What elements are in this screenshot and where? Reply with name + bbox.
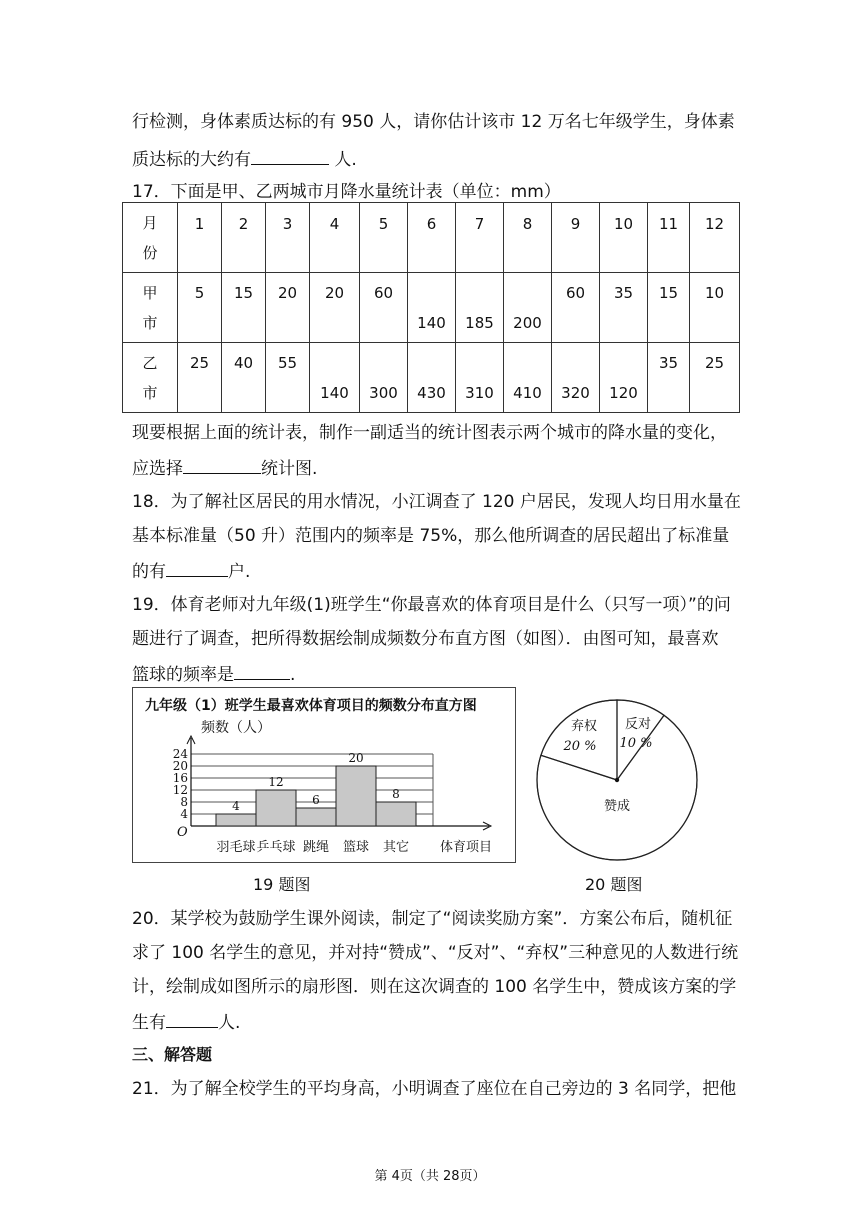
- text-line-17b: [132, 455, 317, 481]
- section-heading-3: 三、解答题: [132, 1045, 213, 1064]
- question-20-line-1: 20．某学校为鼓励学生课外阅读，制定了“阅读奖励方案”．方案公布后，随机征: [132, 909, 733, 929]
- histogram-bar-label-4: 8: [392, 787, 400, 801]
- pie-label-0: 弃权: [570, 719, 598, 734]
- month-header-12: 12: [690, 203, 740, 273]
- cell-1-1: [222, 343, 266, 413]
- text-line-17b-a: 应选择: [132, 459, 183, 479]
- pie-value-1: 10 %: [619, 736, 653, 751]
- histogram-bar-label-0: 4: [232, 799, 240, 813]
- month-header-5: 5: [360, 203, 408, 273]
- histogram-bar-4: [376, 802, 416, 826]
- cell-1-4-bottom: 300: [369, 383, 398, 402]
- question-20-line-3: 计，绘制成如图所示的扇形图．则在这次调查的 100 名学生中，赞成该方案的学: [132, 977, 737, 997]
- cell-0-10: [648, 273, 690, 343]
- question-19-line-2: 题进行了调查，把所得数据绘制成频数分布直方图（如图）．由图可知，最喜欢: [132, 629, 719, 649]
- month-header-2: 2: [222, 203, 266, 273]
- row-label-1-bottom: 市: [142, 383, 158, 402]
- histogram-origin: O: [177, 825, 188, 840]
- cell-0-2-top: 20: [277, 283, 298, 302]
- question-18-line-2: 基本标准量（50 升）范围内的频率是 75%，那么他所调查的居民超出了标准量: [132, 526, 730, 546]
- answer-blank-16: [251, 146, 329, 165]
- caption-19: 19 题图: [253, 875, 311, 894]
- cell-1-0-top: 25: [189, 353, 210, 372]
- histogram-ytick-8: 8: [180, 795, 188, 809]
- cell-0-3-top: 20: [324, 283, 345, 302]
- cell-0-9: [600, 273, 648, 343]
- cell-0-3: [310, 273, 360, 343]
- histogram-ytick-16: 16: [172, 771, 188, 785]
- cell-1-2: [266, 343, 310, 413]
- pie-center: [615, 778, 619, 782]
- text-line-2: [132, 146, 357, 172]
- q19-a: 篮球的频率是: [132, 665, 234, 685]
- cell-1-4: [360, 343, 408, 413]
- cell-1-10: [648, 343, 690, 413]
- cell-0-5-bottom: 140: [417, 313, 446, 332]
- q20-b: 人.: [218, 1013, 241, 1033]
- histogram-category-4: 其它: [382, 840, 410, 855]
- text-line-2-b: 人.: [329, 150, 357, 170]
- q18-a: 的有: [132, 562, 166, 582]
- cell-1-6-bottom: 310: [465, 383, 494, 402]
- question-17: 17．下面是甲、乙两城市月降水量统计表（单位：mm）: [132, 182, 561, 202]
- cell-1-11-top: 25: [704, 353, 725, 372]
- histogram-chart: [133, 688, 515, 862]
- cell-0-5: [408, 273, 456, 343]
- cell-1-9-bottom: 120: [609, 383, 638, 402]
- histogram-ytick-12: 12: [172, 783, 188, 797]
- cell-1-8-bottom: 320: [561, 383, 590, 402]
- histogram-ytick-24: 24: [172, 747, 188, 761]
- header-label-cell-top: 月: [142, 213, 158, 232]
- table-header-row: [123, 203, 740, 273]
- histogram-bar-3: [336, 766, 376, 826]
- month-header-7: 7: [456, 203, 504, 273]
- question-19-line-3: [132, 661, 295, 687]
- histogram-category-1: 乒乓球: [256, 840, 296, 855]
- answer-blank-18: [166, 558, 228, 577]
- cell-0-1: [222, 273, 266, 343]
- month-header-10: 10: [600, 203, 648, 273]
- histogram-bar-0: [216, 814, 256, 826]
- cell-0-0: [178, 273, 222, 343]
- cell-0-11: [690, 273, 740, 343]
- histogram-figure: [132, 687, 516, 863]
- cell-1-9: [600, 343, 648, 413]
- cell-1-7-bottom: 410: [513, 383, 542, 402]
- histogram-bar-label-1: 12: [268, 775, 284, 789]
- histogram-bar-label-2: 6: [312, 793, 320, 807]
- cell-0-11-top: 10: [704, 283, 725, 302]
- cell-1-6: [456, 343, 504, 413]
- row-label-0-bottom: 市: [142, 313, 158, 332]
- cell-0-0-top: 5: [194, 283, 205, 302]
- histogram-title: 九年级（1）班学生最喜欢体育项目的频数分布直方图: [145, 698, 477, 714]
- month-header-3: 3: [266, 203, 310, 273]
- cell-1-0: [178, 343, 222, 413]
- cell-1-3-bottom: 140: [320, 383, 349, 402]
- row-label-0: [123, 273, 178, 343]
- cell-1-8: [552, 343, 600, 413]
- answer-blank-20: [166, 1009, 218, 1028]
- pie-label-2: 赞成: [603, 799, 631, 814]
- month-header-9: 9: [552, 203, 600, 273]
- question-20-line-4: [132, 1009, 240, 1035]
- histogram-ytick-20: 20: [172, 759, 188, 773]
- table-row-jia: [123, 273, 740, 343]
- page-footer: 第 4页（共 28页）: [374, 1169, 486, 1184]
- q18-b: 户.: [228, 562, 251, 582]
- text-line-17b-b: 统计图.: [261, 459, 318, 479]
- cell-0-7-bottom: 200: [513, 313, 542, 332]
- row-label-1: [123, 343, 178, 413]
- cell-1-2-top: 55: [277, 353, 298, 372]
- question-18-line-1: 18．为了解社区居民的用水情况，小江调查了 120 户居民，发现人均日用水量在: [132, 492, 741, 512]
- answer-blank-19: [234, 661, 290, 680]
- pie-value-0: 20 %: [563, 739, 597, 754]
- header-label-cell-bottom: 份: [142, 243, 158, 262]
- cell-0-6: [456, 273, 504, 343]
- pie-chart: [534, 692, 704, 862]
- cell-0-4-top: 60: [373, 283, 394, 302]
- cell-1-11: [690, 343, 740, 413]
- answer-blank-17: [183, 455, 261, 474]
- cell-0-2: [266, 273, 310, 343]
- histogram-category-3: 篮球: [342, 840, 370, 855]
- pie-figure: [534, 692, 704, 866]
- cell-1-10-top: 35: [658, 353, 679, 372]
- cell-1-3: [310, 343, 360, 413]
- header-label-cell: [123, 203, 178, 273]
- text-line-17a: 现要根据上面的统计表，制作一副适当的统计图表示两个城市的降水量的变化，: [132, 423, 727, 443]
- text-line-1: 行检测，身体素质达标的有 950 人，请你估计该市 12 万名七年级学生，身体素: [132, 112, 735, 132]
- table-row-yi: [123, 343, 740, 413]
- row-label-0-top: 甲: [142, 283, 158, 302]
- caption-20: 20 题图: [585, 875, 643, 894]
- histogram-ytick-4: 4: [180, 807, 188, 821]
- cell-1-1-top: 40: [233, 353, 254, 372]
- cell-1-7: [504, 343, 552, 413]
- histogram-ylabel: 频数（人）: [201, 720, 271, 736]
- cell-0-10-top: 15: [658, 283, 679, 302]
- histogram-bar-label-3: 20: [348, 751, 364, 765]
- text-line-2-a: 质达标的大约有: [132, 150, 251, 170]
- month-header-6: 6: [408, 203, 456, 273]
- q20-a: 生有: [132, 1013, 166, 1033]
- cell-0-8: [552, 273, 600, 343]
- histogram-xlabel: 体育项目: [439, 840, 493, 855]
- question-20-line-2: 求了 100 名学生的意见，并对持“赞成”、“反对”、“弃权”三种意见的人数进行统: [132, 943, 739, 963]
- histogram-bar-2: [296, 808, 336, 826]
- question-19-line-1: 19．体育老师对九年级(1)班学生“你最喜欢的体育项目是什么（只写一项）”的问: [132, 595, 731, 615]
- rainfall-table: [122, 202, 740, 413]
- histogram-bar-1: [256, 790, 296, 826]
- question-21: 21．为了解全校学生的平均身高，小明调查了座位在自己旁边的 3 名同学，把他: [132, 1079, 737, 1099]
- cell-1-5: [408, 343, 456, 413]
- cell-1-5-bottom: 430: [417, 383, 446, 402]
- row-label-1-top: 乙: [142, 353, 158, 372]
- q19-b: .: [290, 665, 296, 685]
- cell-0-1-top: 15: [233, 283, 254, 302]
- month-header-11: 11: [648, 203, 690, 273]
- cell-0-7: [504, 273, 552, 343]
- histogram-category-0: 羽毛球: [216, 840, 256, 855]
- cell-0-6-bottom: 185: [465, 313, 494, 332]
- month-header-4: 4: [310, 203, 360, 273]
- month-header-8: 8: [504, 203, 552, 273]
- question-18-line-3: [132, 558, 250, 584]
- month-header-1: 1: [178, 203, 222, 273]
- cell-0-9-top: 35: [613, 283, 634, 302]
- pie-label-1: 反对: [624, 717, 652, 732]
- histogram-category-2: 跳绳: [302, 840, 330, 855]
- cell-0-4: [360, 273, 408, 343]
- cell-0-8-top: 60: [565, 283, 586, 302]
